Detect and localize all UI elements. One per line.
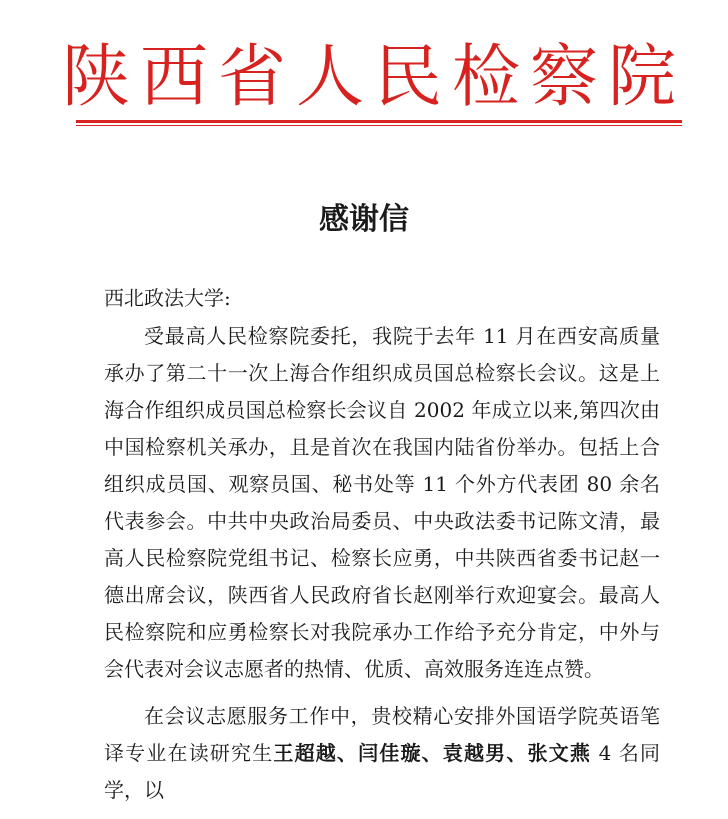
- letter-body: [104, 318, 660, 819]
- paragraph-2-text-start: 在会议志愿服务工作中，贵校精心安排外国语学院英语笔译专业在读研究生: [104, 704, 660, 765]
- divider-thick-line: [76, 120, 682, 123]
- body-paragraph-1: 受最高人民检察院委托，我院于去年 11 月在西安高质量承办了第二十一次上海合作组织成员国总检察长会议。这是上海合作组织成员国总检察长会议自 2002 年成立以来,第四次由中国检察机关承办，且是首次在我国内陆省份举办。包括上合组织成员国、观察员国、秘书处等 11 个外方代表团 80 余名代表参会。中共中央政治局委员、中央政法委书记陈文清，最高人民检察院党组书记、检察长应勇，中共陕西省委书记赵一德出席会议，陕西省人民政府省长赵刚举行欢迎宴会。最高人民检察院和应勇检察长对我院承办工作给予充分肯定，中外与会代表对会议志愿者的热情、优质、高效服务连连点赞。: [104, 324, 660, 681]
- paragraph-2-text-end: 4 名同学，以: [104, 741, 660, 802]
- letter-salutation: 西北政法大学:: [104, 286, 231, 310]
- student-names: 王超越、闫佳璇、袁越男、张文燕: [273, 741, 592, 765]
- body-paragraph-2: [104, 698, 660, 809]
- letter-title: 感谢信: [319, 202, 409, 237]
- letterhead-divider: [76, 120, 682, 126]
- divider-thin-line: [76, 125, 682, 126]
- letterhead-org-name: 陕西省人民检察院: [61, 38, 686, 117]
